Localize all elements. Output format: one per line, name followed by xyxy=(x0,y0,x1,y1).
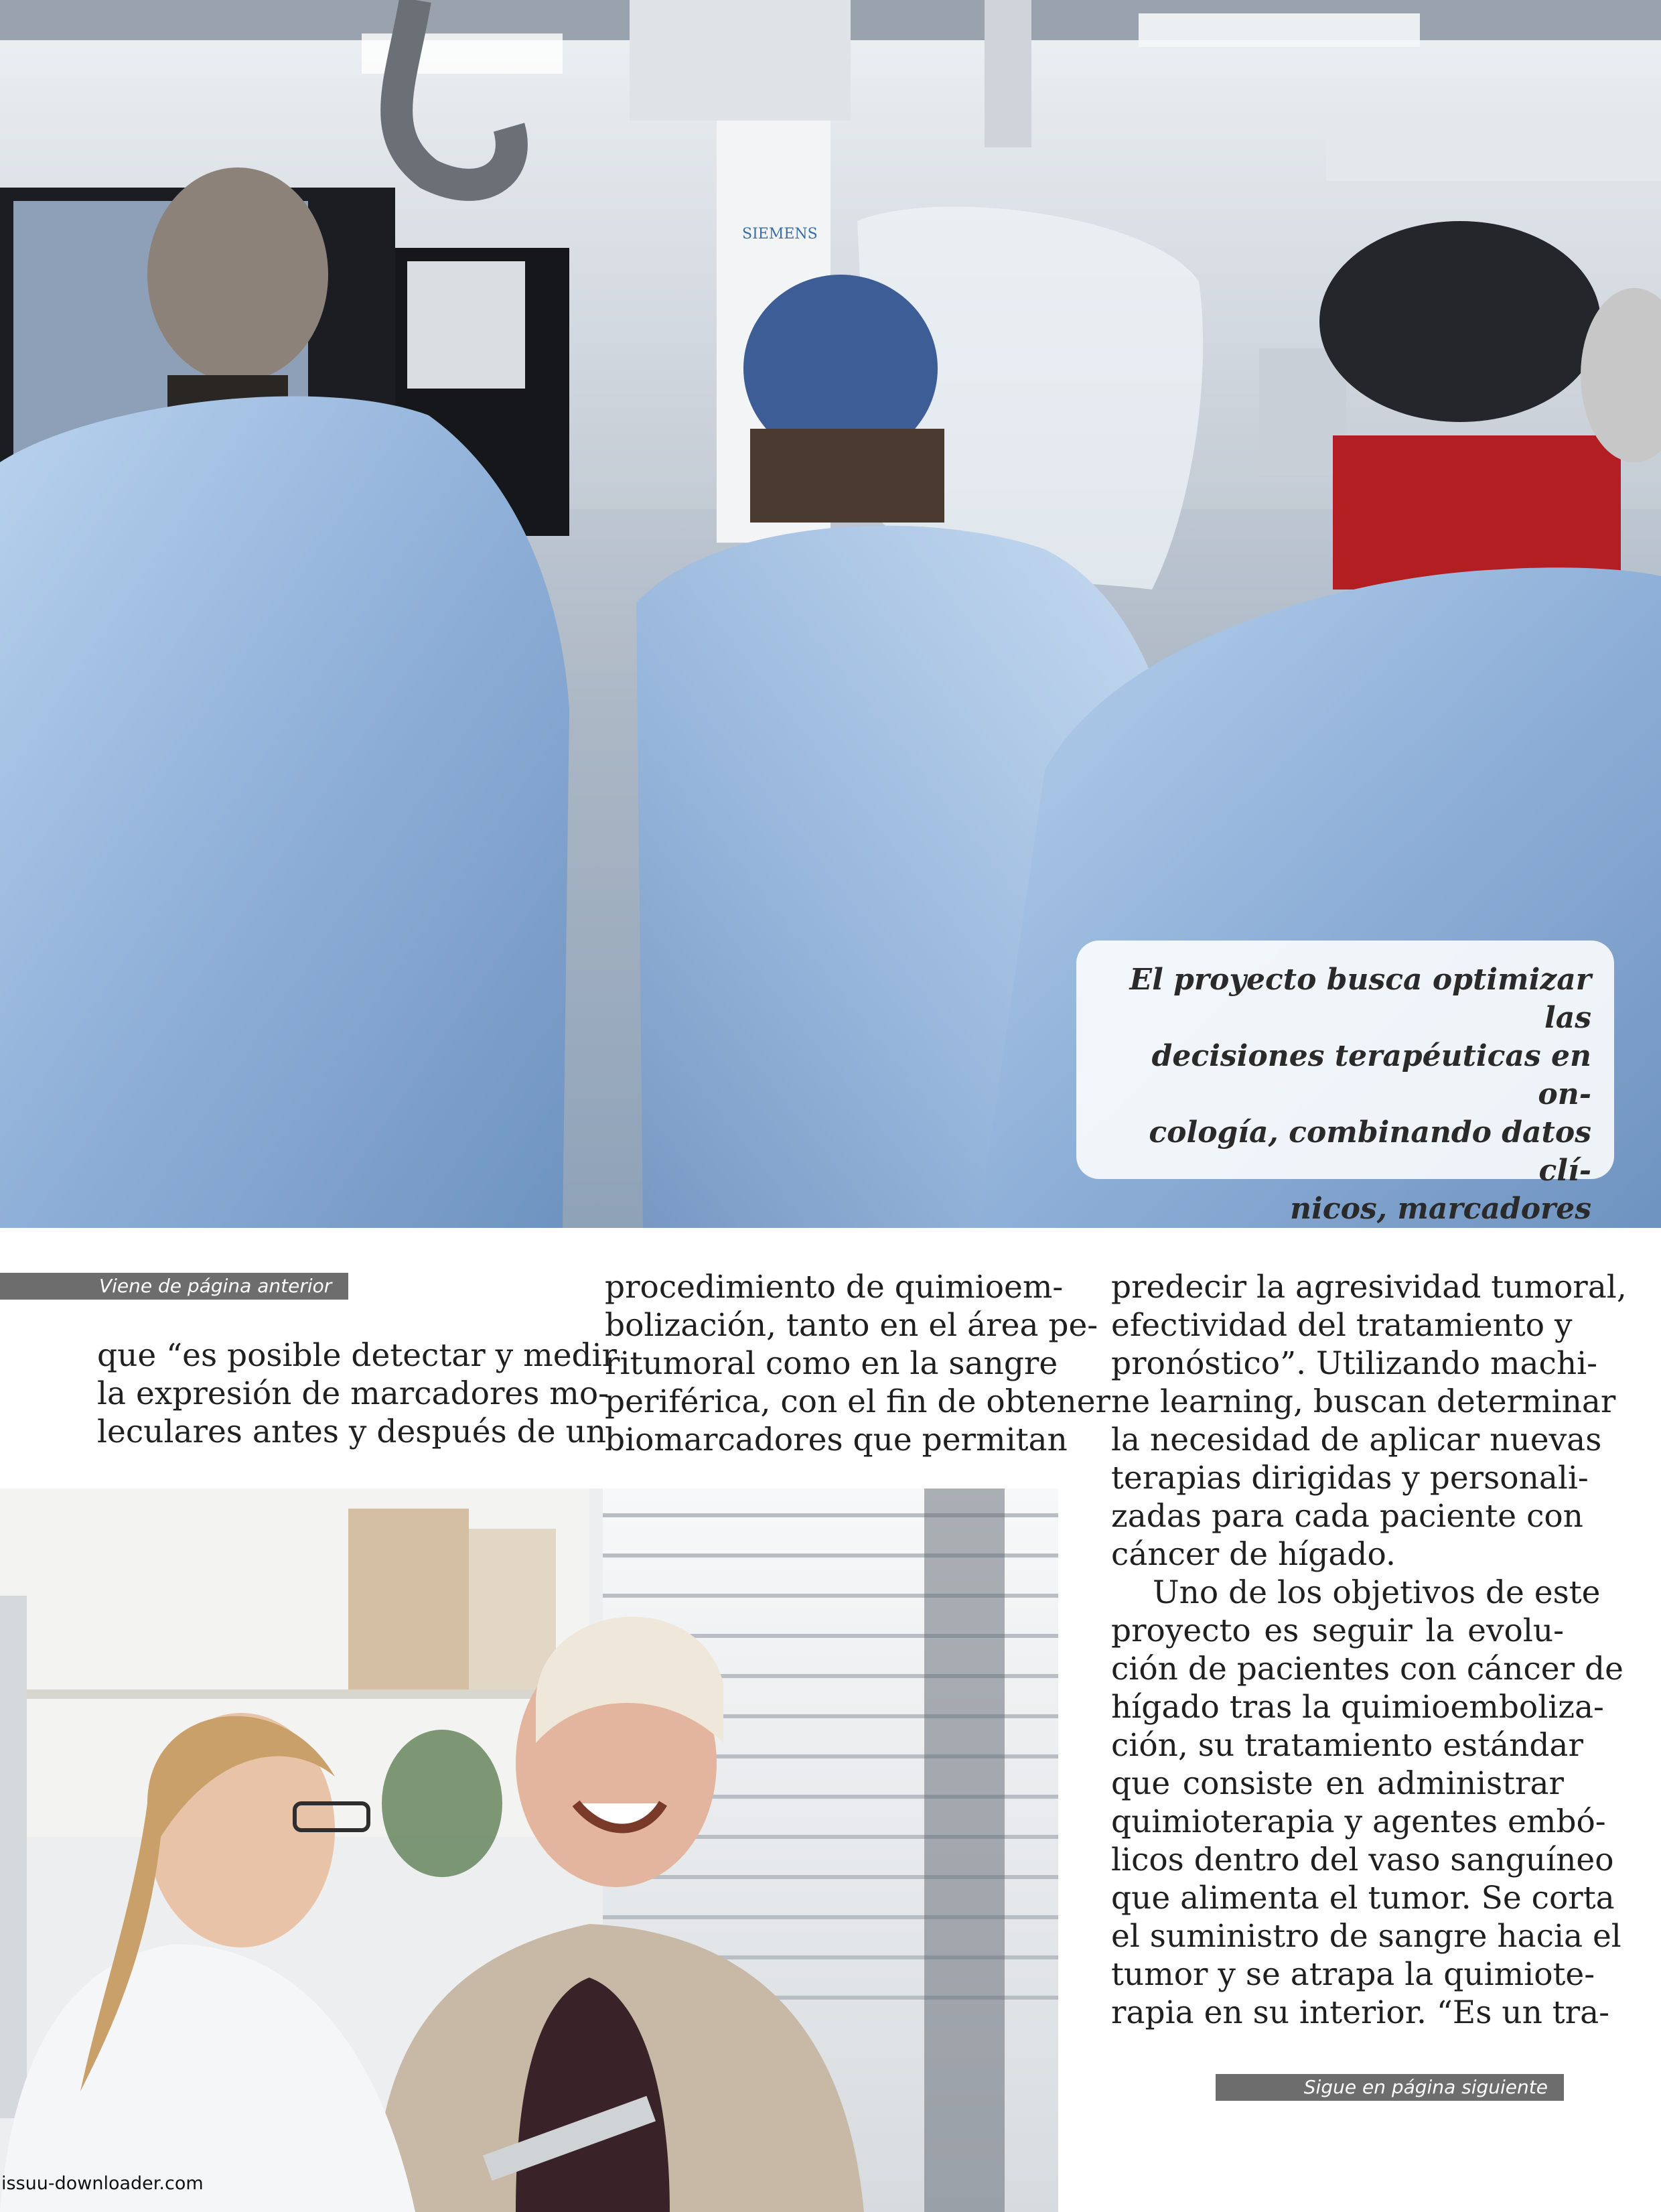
text-line: predecir la agresividad tumoral, xyxy=(1111,1269,1627,1306)
text-line: proyecto es seguir la evolu- xyxy=(1111,1612,1564,1649)
text-line: bolización, tanto en el área pe- xyxy=(605,1307,1098,1344)
article-column-3 xyxy=(1111,1268,1627,2032)
text-line: que consiste en administrar xyxy=(1111,1765,1564,1802)
article-column-2 xyxy=(605,1268,1110,1459)
text-line: efectividad del tratamiento y xyxy=(1111,1307,1573,1344)
text-line: ción de pacientes con cáncer de xyxy=(1111,1651,1623,1687)
doctor-patient-consultation-photo-icon xyxy=(0,1489,1058,2212)
text-line: la necesidad de aplicar nuevas xyxy=(1111,1422,1602,1458)
text-line: el suministro de sangre hacia el xyxy=(1111,1918,1621,1955)
watermark-text: issuu-downloader.com xyxy=(1,2173,204,2194)
text-line: biomarcadores que permitan xyxy=(605,1422,1068,1458)
photo-caption xyxy=(1076,941,1614,1226)
text-line: ritumoral como en la sangre xyxy=(605,1345,1058,1382)
text-line: quimioterapia y agentes embó- xyxy=(1111,1803,1606,1840)
consultation-photo xyxy=(0,1489,1058,2212)
text-line: Uno de los objetivos de este xyxy=(1153,1574,1601,1611)
text-line: procedimiento de quimioem- xyxy=(605,1269,1064,1306)
text-line: que “es posible detectar y medir xyxy=(97,1337,618,1374)
continued-on-next-tag: Sigue en página siguiente xyxy=(1216,2074,1564,2101)
text-line: zadas para cada paciente con xyxy=(1111,1498,1583,1535)
text-line: ción, su tratamiento estándar xyxy=(1111,1727,1583,1764)
article-column-1 xyxy=(97,1336,618,1451)
caption-line: nicos, marcadores xyxy=(1290,1192,1591,1226)
caption-line: cología, combinando datos clí- xyxy=(1149,1115,1591,1188)
caption-line: decisiones terapéuticas en on- xyxy=(1151,1039,1591,1111)
text-line: la expresión de marcadores mo- xyxy=(97,1375,609,1412)
text-line: cáncer de hígado. xyxy=(1111,1536,1396,1573)
text-line: rapia en su interior. “Es un tra- xyxy=(1111,1994,1610,2031)
continued-from-previous-tag: Viene de página anterior xyxy=(0,1273,348,1300)
text-line: terapias dirigidas y personali- xyxy=(1111,1460,1589,1497)
text-line: licos dentro del vaso sanguíneo xyxy=(1111,1842,1614,1878)
text-line: hígado tras la quimioemboliza- xyxy=(1111,1689,1604,1726)
caption-line: El proyecto busca optimizar las xyxy=(1129,963,1591,1035)
text-line: periférica, con el fin de obtener xyxy=(605,1383,1110,1420)
text-line: ne learning, buscan determinar xyxy=(1111,1383,1616,1420)
text-line: que alimenta el tumor. Se corta xyxy=(1111,1880,1615,1917)
text-line: pronóstico”. Utilizando machi- xyxy=(1111,1345,1598,1382)
text-line: leculares antes y después de un xyxy=(97,1413,607,1450)
monitor-label: SIEMENS xyxy=(742,226,818,243)
text-line: tumor y se atrapa la quimiote- xyxy=(1111,1956,1595,1993)
